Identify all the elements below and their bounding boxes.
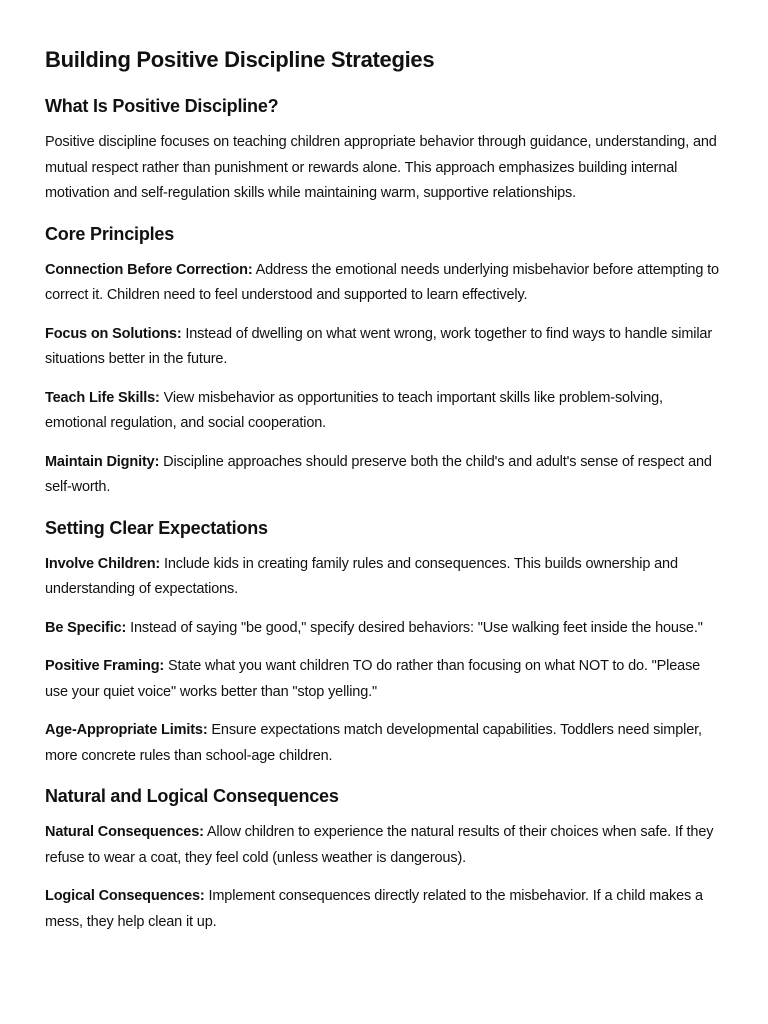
section-what-is-positive-discipline — [45, 92, 723, 207]
paragraph — [45, 884, 723, 935]
paragraph — [45, 820, 723, 871]
section-heading: Natural and Logical Consequences — [45, 786, 339, 806]
section-natural-and-logical-consequences — [45, 782, 723, 935]
term-label: Age-Appropriate Limits: — [45, 722, 208, 738]
paragraph-text: Address the emotional needs underlying misbehavior before attempting to correct it. Children need to feel understood and supported to learn effectively. — [45, 261, 719, 303]
paragraph — [45, 718, 723, 769]
term-label: Positive Framing: — [45, 658, 165, 674]
term-label: Logical Consequences: — [45, 888, 205, 904]
paragraph-text: Instead of saying "be good," specify desired behaviors: "Use walking feet inside the house." — [126, 619, 703, 636]
term-label: Maintain Dignity: — [45, 453, 160, 470]
section-setting-clear-expectations — [45, 514, 723, 770]
section-heading: What Is Positive Discipline? — [45, 96, 279, 116]
paragraph — [45, 450, 723, 501]
paragraph — [45, 654, 723, 705]
term-label: Connection Before Correction: — [45, 261, 253, 278]
paragraph-text: Instead of dwelling on what went wrong, work together to find ways to handle similar situations better in the future. — [45, 325, 712, 367]
paragraph-text: Include kids in creating family rules and consequences. This builds ownership and understanding of expectations. — [45, 555, 678, 597]
paragraph-text: Allow children to experience the natural results of their choices when safe. If they refuse to wear a coat, they feel cold (unless weather is dangerous). — [45, 824, 714, 866]
term-label: Natural Consequences: — [45, 824, 204, 840]
section-heading: Core Principles — [45, 223, 175, 244]
paragraph-text: Ensure expectations match developmental capabilities. Toddlers need simpler, more concrete rules than school-age children. — [45, 722, 702, 764]
paragraph-text: Discipline approaches should preserve both the child's and adult's sense of respect and self-worth. — [45, 453, 712, 495]
term-label: Teach Life Skills: — [45, 389, 160, 406]
term-label: Involve Children: — [45, 555, 161, 572]
page-title: Building Positive Discipline Strategies — [45, 47, 435, 72]
section-heading: Setting Clear Expectations — [45, 517, 268, 538]
paragraph — [45, 322, 723, 373]
paragraph-text: Positive discipline focuses on teaching children appropriate behavior through guidance, understanding, and mutual respect rather than punishment or rewards alone. This approach emphasizes building internal motivation and self-regulation skills while maintaining warm, supportive relationships. — [45, 134, 717, 201]
paragraph — [45, 386, 723, 437]
paragraph — [45, 130, 723, 207]
paragraph — [45, 616, 723, 642]
term-label: Focus on Solutions: — [45, 325, 182, 342]
section-core-principles — [45, 220, 723, 501]
paragraph-text: View misbehavior as opportunities to teach important skills like problem-solving, emotional regulation, and social cooperation. — [45, 389, 663, 431]
term-label: Be Specific: — [45, 619, 127, 636]
paragraph — [45, 258, 723, 309]
paragraph-text: State what you want children TO do rather than focusing on what NOT to do. "Please use your quiet voice" works better than "stop yelling." — [45, 658, 701, 700]
paragraph — [45, 552, 723, 603]
paragraph-text: Implement consequences directly related to the misbehavior. If a child makes a mess, they help clean it up. — [45, 888, 703, 930]
